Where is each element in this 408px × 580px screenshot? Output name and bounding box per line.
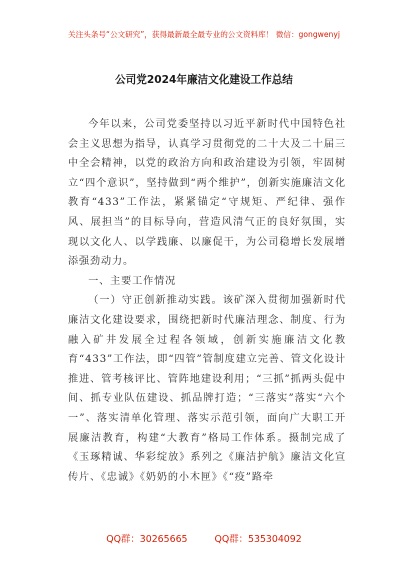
footer-qq-group-1: QQ群：30265665 [106, 534, 188, 545]
section-heading-main-work: 一、主要工作情况 [88, 275, 177, 287]
document-body [68, 115, 346, 487]
body-paragraph-innovation: （一）守正创新推动实践。该矿深入贯彻加强新时代廉洁文化建设要求，围绕把新时代廉洁理念、制度、行为融入矿井发展全过程各领域，创新实施廉洁文化教育“433”工作法，即“四管”管制度建立完善、管文化设计推进、管考核评比、管阵地建设利用；“三抓”抓两头促中间、抓专业队伍建设、抓品牌打造；“三落实”落实“六个一”、落实清单化管理、落实示范引领，面向广大职工开展廉洁教育，构建“大教育”格局工作体系。摄制完成了《玉琢精诚、华彩绽放》系列之《廉洁护航》廉洁文化宣传片、《忠诚》《奶奶的小木匣》《“疫”路牵 [68, 295, 346, 483]
header-promo-note: 关注头条号“公文研究”，获得最新最全最专业的公文资料库！ 微信：gongwenyj [68, 30, 340, 39]
footer-qq-group-2: QQ群：535304092 [214, 534, 302, 545]
body-paragraph-intro: 今年以来，公司党委坚持以习近平新时代中国特色社会主义思想为指导，认真学习贯彻党的二十大及二十届三中全会精神，以党的政治方向和政治建设为引领，牢固树立“四个意识”，坚持做到“两个维护”，创新实施廉洁文化教育“433”工作法，紧紧锚定“守规矩、严纪律、强作风、展担当”的目标导向，营造风清气正的良好氛围，实现以文化人、以学践廉、以廉促干，为公司稳增长发展增添强劲动力。 [68, 119, 346, 268]
footer-qq-groups [0, 531, 408, 545]
document-title: 公司党2024年廉洁文化建设工作总结 [115, 74, 293, 86]
